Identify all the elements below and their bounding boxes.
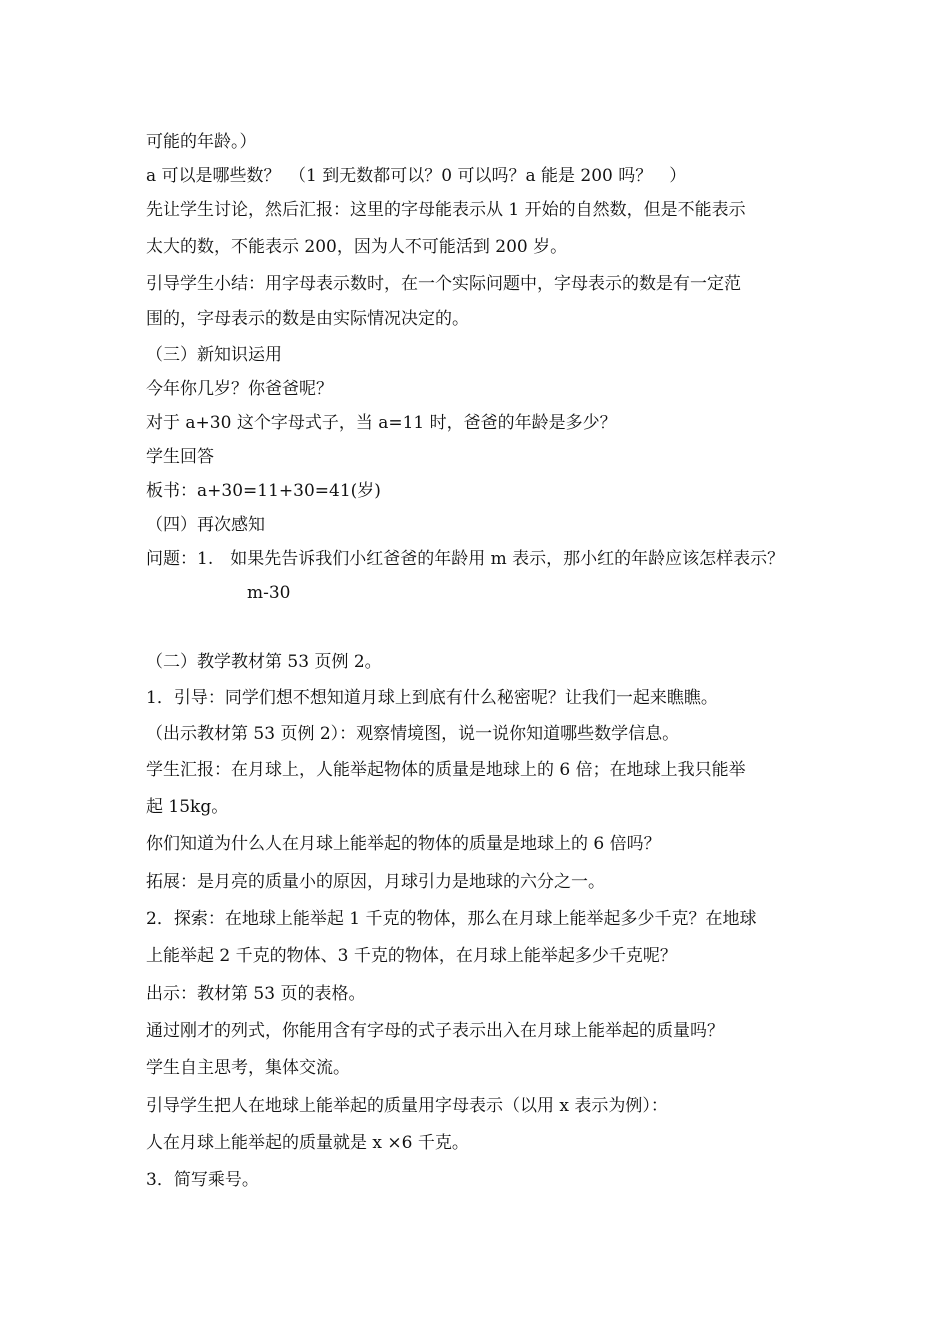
text-line: m-30 <box>247 583 291 603</box>
text-line: a 可以是哪些数？ （1 到无数都可以？0 可以吗？a 能是 200 吗？ ） <box>146 166 687 186</box>
text-line: 2．探索：在地球上能举起 1 千克的物体，那么在月球上能举起多少千克？在地球 <box>146 909 757 929</box>
text-line: 你们知道为什么人在月球上能举起的物体的质量是地球上的 6 倍吗？ <box>146 834 661 854</box>
text-line: 通过刚才的列式，你能用含有字母的式子表示出入在月球上能举起的质量吗？ <box>146 1021 724 1041</box>
text-line: 对于 a+30 这个字母式子，当 a=11 时，爸爸的年龄是多少？ <box>146 413 617 433</box>
text-line: 上能举起 2 千克的物体、3 千克的物体，在月球上能举起多少千克呢？ <box>146 946 677 966</box>
text-line: 问题：1. 如果先告诉我们小红爸爸的年龄用 m 表示，那小红的年龄应该怎样表示？ <box>146 549 785 569</box>
text-line: 人在月球上能举起的质量就是 x ×6 千克。 <box>146 1133 469 1153</box>
section-heading: （四）再次感知 <box>146 515 265 535</box>
section-heading: （三）新知识运用 <box>146 345 282 365</box>
text-line: 学生回答 <box>146 447 214 467</box>
section-heading: （二）教学教材第 53 页例 2。 <box>146 652 382 672</box>
text-line: 1．引导：同学们想不想知道月球上到底有什么秘密呢？让我们一起来瞧瞧。 <box>146 688 718 708</box>
text-line: （出示教材第 53 页例 2）：观察情境图，说一说你知道哪些数学信息。 <box>146 724 680 744</box>
text-line: 学生自主思考，集体交流。 <box>146 1058 350 1078</box>
text-line: 3．简写乘号。 <box>146 1170 259 1190</box>
text-line: 今年你几岁？你爸爸呢？ <box>146 379 333 399</box>
text-line: 拓展：是月亮的质量小的原因，月球引力是地球的六分之一。 <box>146 872 605 892</box>
text-line: 可能的年龄。） <box>146 132 257 152</box>
text-line: 先让学生讨论，然后汇报：这里的字母能表示从 1 开始的自然数，但是不能表示 <box>146 200 746 220</box>
text-line: 板书：a+30=11+30=41(岁) <box>146 481 381 501</box>
text-line: 引导学生把人在地球上能举起的质量用字母表示（以用 x 表示为例）： <box>146 1096 668 1116</box>
text-line: 围的，字母表示的数是由实际情况决定的。 <box>146 309 469 329</box>
text-line: 引导学生小结：用字母表示数时，在一个实际问题中，字母表示的数是有一定范 <box>146 274 741 294</box>
text-line: 太大的数，不能表示 200，因为人不可能活到 200 岁。 <box>146 237 568 257</box>
text-line: 学生汇报：在月球上，人能举起物体的质量是地球上的 6 倍；在地球上我只能举 <box>146 760 746 780</box>
text-line: 出示：教材第 53 页的表格。 <box>146 984 366 1004</box>
text-line: 起 15kg。 <box>146 797 229 817</box>
